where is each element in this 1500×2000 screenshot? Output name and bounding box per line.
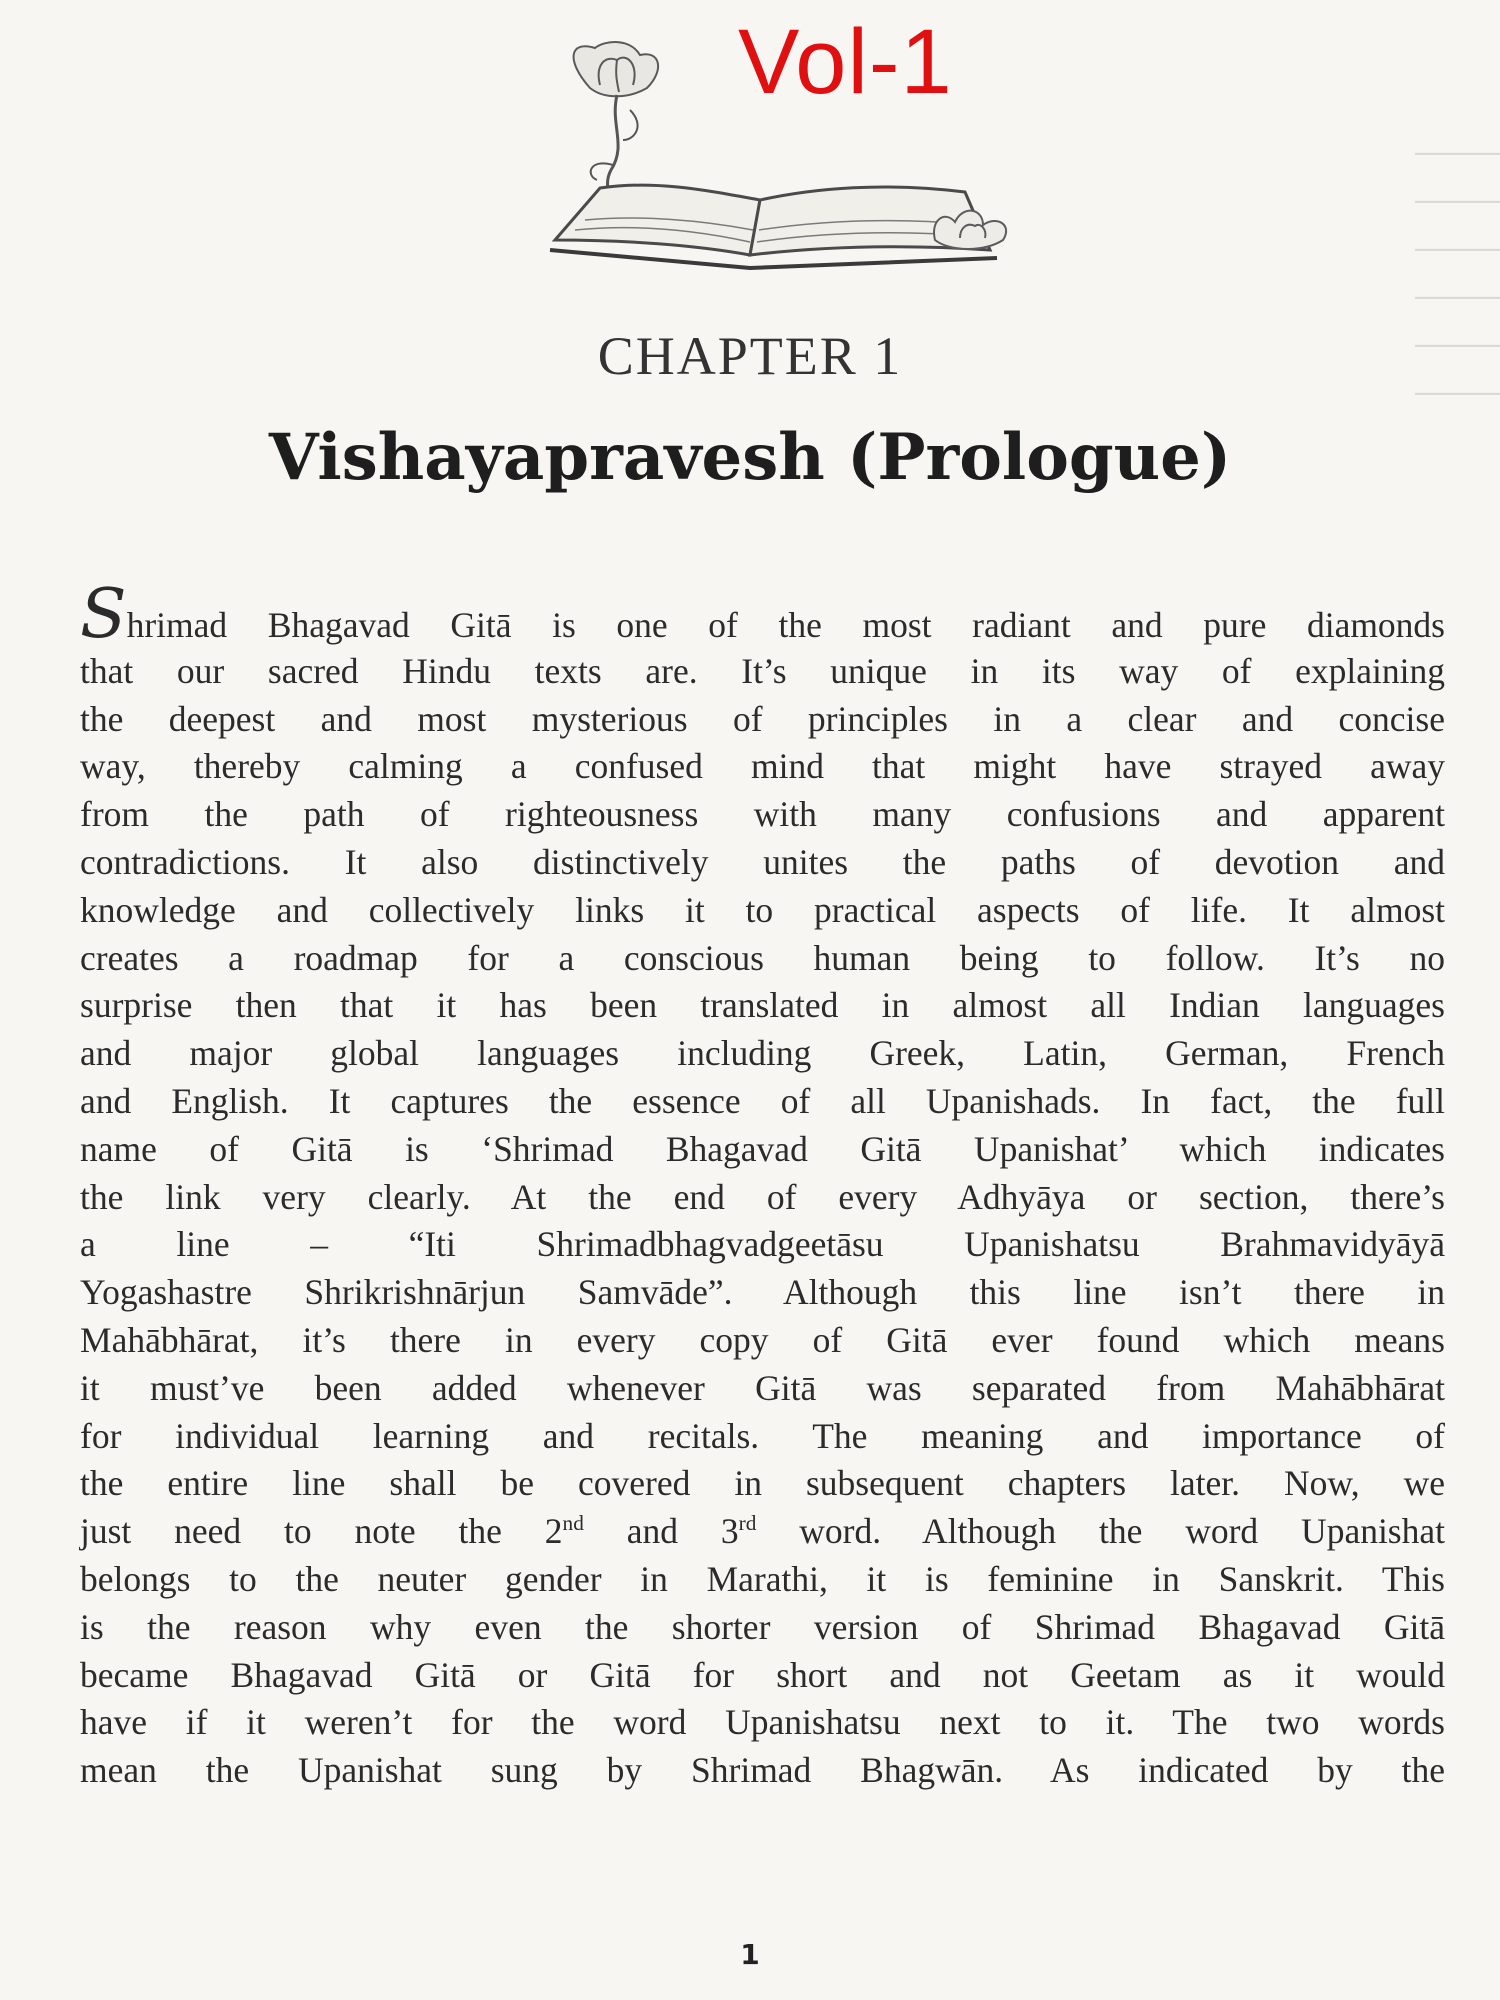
drop-cap: S xyxy=(80,575,127,654)
text-line: knowledge and collectively links it to practical aspects of life. It almost xyxy=(80,889,1445,930)
text-line: the entire line shall be covered in subsequent chapters later. Now, we xyxy=(80,1463,1445,1504)
text-line: belongs to the neuter gender in Marathi, it is feminine in Sanskrit. This xyxy=(80,1558,1445,1599)
text-line: the link very clearly. At the end of every Adhyāya or section, there’s xyxy=(80,1176,1445,1217)
text-line: for individual learning and recitals. The meaning and importance of xyxy=(80,1415,1445,1456)
text-line: surprise then that it has been translated in almost all Indian languages xyxy=(80,985,1445,1026)
text-line: Shrimad Bhagavad Gitā is one of the most radiant and pure diamonds xyxy=(80,575,1445,654)
chapter-label: CHAPTER 1 xyxy=(597,326,903,386)
lotus-book-emblem-icon xyxy=(535,40,1045,275)
text-line: just need to note the 2nd and 3rd word. Although the word Upanishat xyxy=(80,1511,1445,1552)
text-line: creates a roadmap for a conscious human being to follow. It’s no xyxy=(80,937,1445,978)
text-line: name of Gitā is ‘Shrimad Bhagavad Gitā Upanishat’ which indicates xyxy=(80,1128,1445,1169)
text-line: the deepest and most mysterious of principles in a clear and concise xyxy=(80,698,1445,739)
bleed-through-text: ──── ──── ──── ──── ──── ──── xyxy=(1415,137,1500,410)
text-line: from the path of righteousness with many confusions and apparent xyxy=(80,794,1445,835)
text-line: a line – “Iti Shrimadbhagvadgeetāsu Upanishatsu Brahmavidyāyā xyxy=(80,1224,1445,1265)
text-line: and English. It captures the essence of all Upanishads. In fact, the full xyxy=(80,1080,1445,1121)
page-number: 1 xyxy=(740,1938,760,1971)
text-line: it must’ve been added whenever Gitā was separated from Mahābhārat xyxy=(80,1367,1445,1408)
text-line: is the reason why even the shorter version of Shrimad Bhagavad Gitā xyxy=(80,1606,1445,1647)
text-line: way, thereby calming a confused mind that might have strayed away xyxy=(80,746,1445,787)
text-line: and major global languages including Greek, Latin, German, French xyxy=(80,1033,1445,1074)
text-line: that our sacred Hindu texts are. It’s unique in its way of explaining xyxy=(80,650,1445,691)
text-line: mean the Upanishat sung by Shrimad Bhagwān. As indicated by the xyxy=(80,1750,1445,1791)
body-paragraph xyxy=(80,575,1445,1795)
text-line: Mahābhārat, it’s there in every copy of Gitā ever found which means xyxy=(80,1319,1445,1360)
text-line: became Bhagavad Gitā or Gitā for short and not Geetam as it would xyxy=(80,1654,1445,1695)
chapter-title: Vishayapravesh (Prologue) xyxy=(268,420,1232,495)
text-line: have if it weren’t for the word Upanishatsu next to it. The two words xyxy=(80,1702,1445,1743)
text-line: Yogashastre Shrikrishnārjun Samvāde”. Although this line isn’t there in xyxy=(80,1272,1445,1313)
text-line: contradictions. It also distinctively unites the paths of devotion and xyxy=(80,841,1445,882)
volume-label: Vol-1 xyxy=(738,11,953,113)
